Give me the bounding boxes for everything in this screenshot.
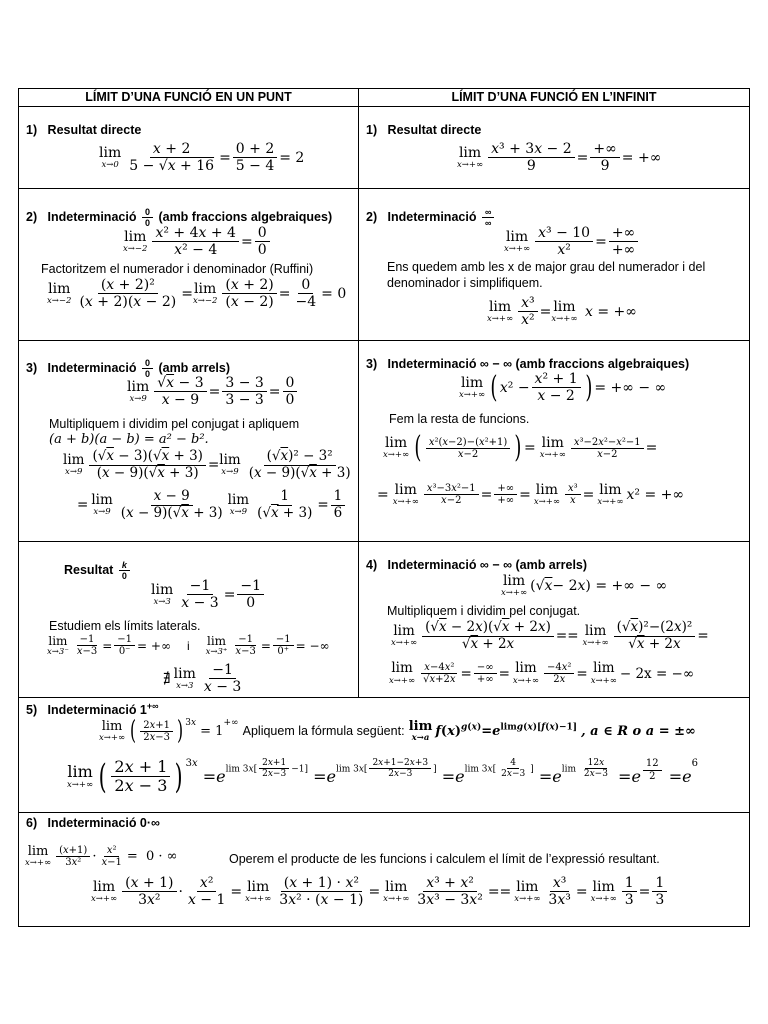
header-right: LÍMIT D’UNA FUNCIÓ EN L’INFINIT [358,88,750,107]
section-5 [18,697,750,813]
left-s2-formula-1: lim x→−2 $\frac{\text{x² + 4x + 4}}{\text{x² − 4}}$ = $\frac{0}{0}$ [123,225,272,258]
right-s4-heading: 4) Indeterminació ∞ − ∞ (amb arrels) [366,558,588,572]
left-s2-note: Factoritzem el numerador i denominador (Ruffini) [41,262,314,276]
left-s3-formula-1: lim x→9 $\frac{√x - 3}{x - 9}$ = $\frac{3 - 3}{3 - 3}$ = $\frac{0}{0}$ [127,375,299,408]
right-s1-formula: lim x→+∞ $\frac{\text{x³ + 3x − 2}}{9}$ = $\frac{+\infty}{9}$ = +∞ [457,141,662,175]
left-section-4 [18,541,359,698]
right-s4-formula-3: lim x→+∞ $\frac{\text{x−4x²}}{√x+2x}$ = $\frac{-\infty}{+\infty}$ = lim x→+∞ $\frac{\text{−4x²}}{2x}$ = lim x→+∞ − 2x = −∞ [389,660,695,686]
left-s3-formula-2: lim x→9 $\frac{(√x - 3)(√x + 3)}{(x - 9)(√x + 3)}$ = lim x→9 $\frac{\text{(√x)² − 3²}}{(x - 9)(√x + 3)}$ [63,448,351,481]
section-6 [18,812,750,927]
left-s4-formula-1: lim x→3 $\frac{-1}{x - 3}$ = $\frac{-1}{0}$ [151,578,266,611]
left-s4-connector: i [186,638,190,653]
left-section-3 [18,340,359,542]
s5-note: Apliquem la fórmula següent: [242,724,405,738]
header-left: LÍMIT D’UNA FUNCIÓ EN UN PUNT [18,88,359,107]
left-s4-note: Estudiem els límits laterals. [49,619,201,633]
s5-formula-2: lim x→+∞ ( $\frac{2x + 1}{2x - 3}$ ) $^{3x}$ = e $^{lim 3x [ \frac{2x+1}{2x-3} -1]}$ = e $^{lim 3x [ \frac{2x+1-2x+3}{2x-3} ]}$ = e $^{lim 3x [ \frac{4}{2x-3} ]}$ = e $^{lim \frac{12x}{2x-3}}$ = e $^{\frac{12}{2}}$ = e $^6$ [67,756,698,797]
right-s2-formula-1: lim x→+∞ $\frac{\text{x³ − 10}}{\text{x²}}$ = $\frac{+\infty}{+\infty}$ [504,225,640,258]
right-s4-formula-2: lim x→+∞ $\frac{(√x - 2x)(√x + 2x)}{√x + 2x}$ == lim x→+∞ $\frac{\text{(√x)²−(2x)²}}{√x + 2x}$ = [391,619,709,652]
s6-formula-2: lim x→+∞ $\frac{(x + 1)}{\text{3x²}}$ · $\frac{\text{x²}}{x - 1}$ = lim x→+∞ $\frac{\text{(x + 1) · x²}}{\text{3x² · (x − 1)}}$ = lim x→+∞ $\frac{\text{x³ + x²}}{\text{3x³ − 3x²}}$ == lim x→+∞ $\frac{\text{x³}}{\text{3x³}}$ = lim x→+∞ $\frac{1}{3}$ = $\frac{1}{3}$ [91,875,669,908]
left-s3-heading: 3) Indeterminació $\frac{0}{0}$ (amb arrels) [26,358,231,380]
s6-formula-1: lim x→+∞ $\frac{(x+1)}{\text{3x²}}$ · $\frac{\text{x²}}{x-1}$ = 0 · ∞ [25,844,178,869]
left-s1-heading: 1) Resultat directe [26,123,142,137]
right-s2-formula-2: lim x→+∞ $\frac{\text{x³}}{\text{x²}}$ = lim x→+∞ x = +∞ [487,295,637,329]
right-s3-formula-1: lim x→+∞ ( x ² − $\frac{\text{x² + 1}}{x - 2}$ ) = +∞ − ∞ [459,369,667,405]
left-section-2 [18,188,359,341]
right-s4-formula-1: lim x→+∞ (√ x − 2 x ) = +∞ − ∞ [501,573,668,598]
right-s1-heading: 1) Resultat directe [366,123,482,137]
right-s3-formula-3: = lim x→+∞ $\frac{\text{x³−3x²−1}}{x-2}$ = $\frac{+\infty}{+\infty}$ = lim x→+∞ $\frac{\text{x³}}{x}$ = lim x→+∞ x ² = +∞ [377,482,685,507]
right-s2-heading: 2) Indeterminació $\frac{\infty}{\infty}$ [366,207,496,229]
left-s3-formula-3: = lim x→9 $\frac{x - 9}{(x - 9)(√x + 3)}$ lim x→9 $\frac{1}{(√x + 3)}$ = $\frac{1}{6}$ [77,489,347,521]
left-s4-formula-3: ∄ lim x→3 $\frac{-1}{x - 3}$ [163,662,242,696]
left-s2-formula-2: lim x→−2 $\frac{\text{(x + 2)²}}{(x + 2)(x - 2)}$ = lim x→−2 $\frac{(x + 2)}{(x - 2)}$ = $\frac{0}{-4}$ = 0 [47,277,347,311]
left-section-1 [18,106,359,189]
right-s3-heading: 3) Indeterminació ∞ − ∞ (amb fraccions algebraiques) [366,357,690,371]
right-section-4 [358,541,750,698]
left-s4-formula-2: lim x→3⁻ $\frac{-1}{x-3}$ = $\frac{-1}{0^-}$ = +∞ i lim x→3⁺ $\frac{-1}{x-3}$ = $\frac{-1}{0^+}$ = −∞ [47,633,330,657]
s5-heading: 5) Indeterminació 1+∞ [26,701,159,718]
s6-heading: 6) Indeterminació 0·∞ [26,816,160,830]
limits-table [18,88,750,927]
left-s1-formula: lim x→0 $\frac{x + 2}{5 - √x + 16}$ = $\frac{0 + 2}{5 - 4}$ = 2 [99,141,305,175]
right-s2-note: Ens quedem amb les x de major grau del numerador i del denominador i simplifiquem. [387,260,706,290]
left-s4-heading: Resultat $\frac{k}{0}$ [64,560,132,582]
right-s3-note: Fem la resta de funcions. [389,412,530,426]
right-section-2 [358,188,750,341]
left-s2-heading: 2) Indeterminació $\frac{0}{0}$ (amb fraccions algebraiques) [26,207,333,229]
left-s3-note-2: (a + b)(a − b) = a² − b². [49,432,209,447]
right-section-3 [358,340,750,542]
right-s4-note: Multipliquem i dividim pel conjugat. [387,604,581,618]
right-section-1 [358,106,750,189]
s5-condition: , a ∈ R o a = ±∞ [581,723,696,739]
s5-formula-1: lim x→+∞ ( $\frac{2x+1}{2x-3}$ ) $^{3x}$ = 1 +∞ Apliquem la fórmula següent: lim x→a $f(x)^{g(x)}=e^{limg(x)[f(x)-1]}$ , a ∈ R o a = ±∞ [99,716,696,746]
left-s3-note-1: Multipliquem i dividim pel conjugat i apliquem [49,417,300,431]
right-s3-formula-2: lim x→+∞ ( $\frac{\text{x²(x−2)−(x²+1)}}{x-2}$ ) = lim x→+∞ $\frac{\text{x³−2x²−x²−1}}{x-2}$ = [383,430,658,465]
s6-note: Operem el producte de les funcions i calculem el límit de l’expressió resultant. [229,852,660,866]
